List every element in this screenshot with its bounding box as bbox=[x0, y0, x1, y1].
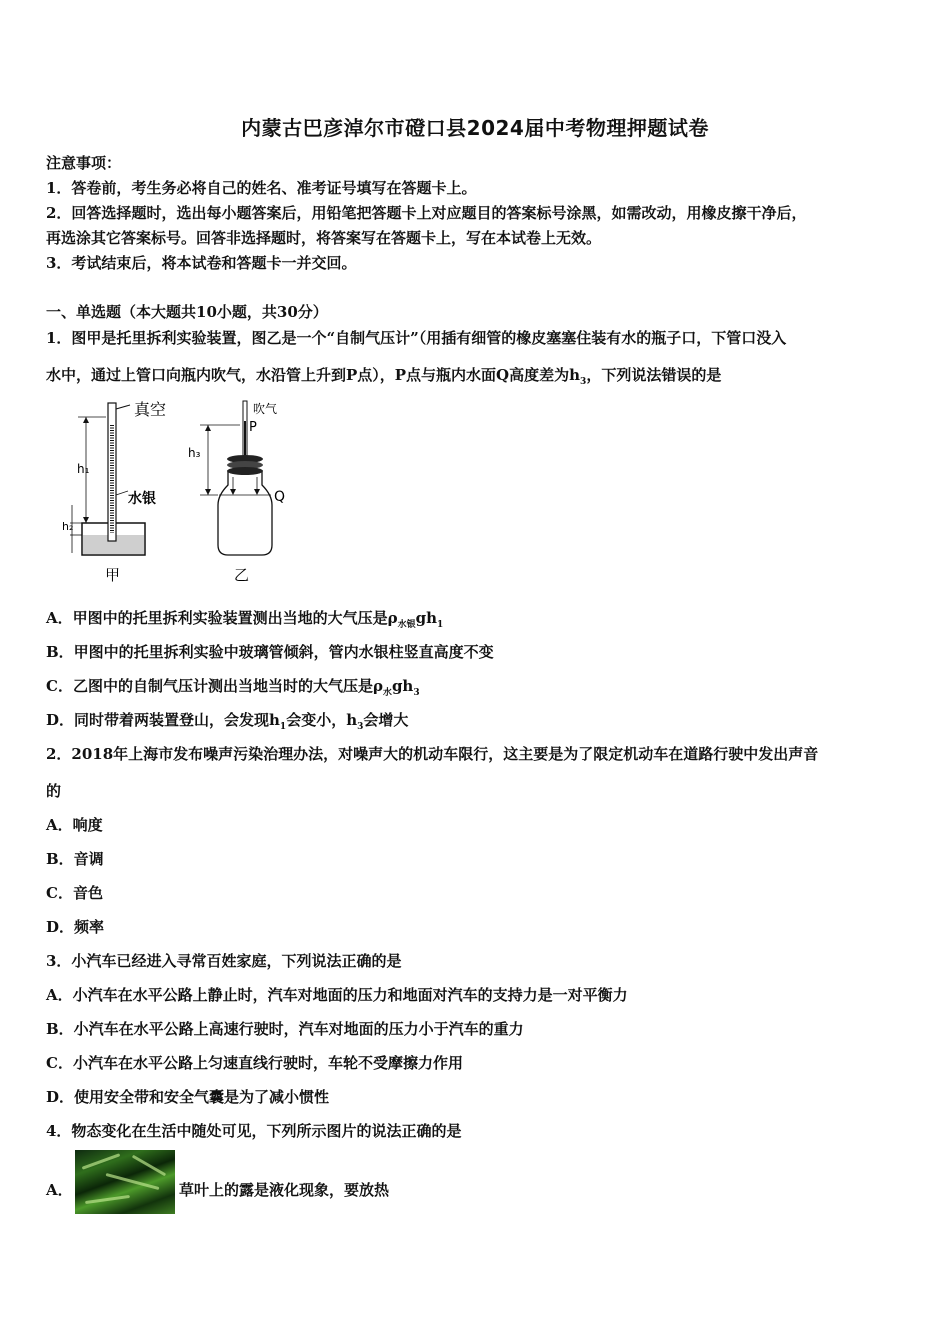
q4-stem: 4．物态变化在生活中随处可见，下列所示图片的说法正确的是 bbox=[46, 1122, 462, 1140]
label-h2: h₂ bbox=[62, 520, 74, 533]
label-yi: 乙 bbox=[234, 566, 250, 584]
mercury-pointer bbox=[116, 491, 128, 495]
q1-option-a: A．甲图中的托里拆利实验装置测出当地的大气压是$\rho_{水银}gh_1$ bbox=[46, 609, 444, 630]
q1-option-d: D．同时带着两装置登山，会发现$h_1$会变小，$h_3$会增大 bbox=[46, 711, 409, 732]
section-heading: 一、单选题（本大题共10小题，共30分） bbox=[46, 303, 328, 321]
label-jia: 甲 bbox=[105, 566, 121, 584]
q2-option: C．音色 bbox=[46, 884, 103, 902]
q2-option: A．响度 bbox=[46, 816, 103, 834]
q3-option: A．小汽车在水平公路上静止时，汽车对地面的压力和地面对汽车的支持力是一对平衡力 bbox=[46, 986, 628, 1004]
q3-stem: 3．小汽车已经进入寻常百姓家庭，下列说法正确的是 bbox=[46, 952, 402, 970]
q3-option: B．小汽车在水平公路上高速行驶时，汽车对地面的压力小于汽车的重力 bbox=[46, 1020, 524, 1038]
label-h3: h₃ bbox=[188, 446, 201, 460]
label-q: Q bbox=[274, 489, 286, 505]
q2-stem-line2: 的 bbox=[46, 782, 62, 800]
q4-option-a-label: A． bbox=[46, 1181, 73, 1199]
q1-stem-line1: 1．图甲是托里拆利实验装置，图乙是一个“自制气压计”（用插有细管的橡皮塞塞住装有水的瓶子口，下管口没入 bbox=[46, 329, 787, 347]
barometer-diagram bbox=[50, 395, 310, 595]
bottle bbox=[218, 471, 272, 555]
notice-heading: 注意事项： bbox=[46, 154, 122, 172]
q3-option: D．使用安全带和安全气囊是为了减小惯性 bbox=[46, 1088, 330, 1106]
label-blow: 吹气 bbox=[253, 402, 278, 416]
q1-option-c: C．乙图中的自制气压计测出当地当时的大气压是$\rho_水gh_3$ bbox=[46, 677, 420, 698]
q2-option: D．频率 bbox=[46, 918, 105, 936]
label-p: P bbox=[249, 420, 257, 435]
q4-option-a-text: 草叶上的露是液化现象，要放热 bbox=[179, 1181, 390, 1199]
label-mercury: 水银 bbox=[128, 491, 156, 507]
page-title: 内蒙古巴彦淖尔市磴口县2024届中考物理押题试卷 bbox=[241, 116, 709, 140]
notice-item: 3．考试结束后，将本试卷和答题卡一并交回。 bbox=[46, 254, 357, 272]
label-vacuum: 真空 bbox=[134, 400, 167, 419]
vacuum-pointer bbox=[116, 405, 130, 409]
notice-item: 1．答卷前，考生务必将自己的姓名、准考证号填写在答题卡上。 bbox=[46, 179, 477, 197]
q3-option: C．小汽车在水平公路上匀速直线行驶时，车轮不受摩擦力作用 bbox=[46, 1054, 463, 1072]
q2-stem-line1: 2．2018年上海市发布噪声污染治理办法，对噪声大的机动车限行，这主要是为了限定机动车在道路行驶中发出声音 bbox=[46, 745, 819, 763]
q1-option-b: B．甲图中的托里拆利实验中玻璃管倾斜，管内水银柱竖直高度不变 bbox=[46, 643, 494, 661]
dew-on-grass-image bbox=[75, 1150, 175, 1214]
notice-item: 2．回答选择题时，选出每小题答案后，用铅笔把答题卡上对应题目的答案标号涂黑，如需改动，用橡皮擦干净后， bbox=[46, 204, 807, 222]
q2-option: B．音调 bbox=[46, 850, 104, 868]
q1-figure bbox=[50, 395, 310, 595]
q1-stem-line2: 水中，通过上管口向瓶内吹气，水沿管上升到P点），P点与瓶内水面Q高度差为$h_3$，下列说法错误的是 bbox=[46, 366, 722, 387]
label-h1: h₁ bbox=[77, 462, 90, 476]
notice-item: 再选涂其它答案标号。回答非选择题时，将答案写在答题卡上，写在本试卷上无效。 bbox=[46, 229, 602, 247]
